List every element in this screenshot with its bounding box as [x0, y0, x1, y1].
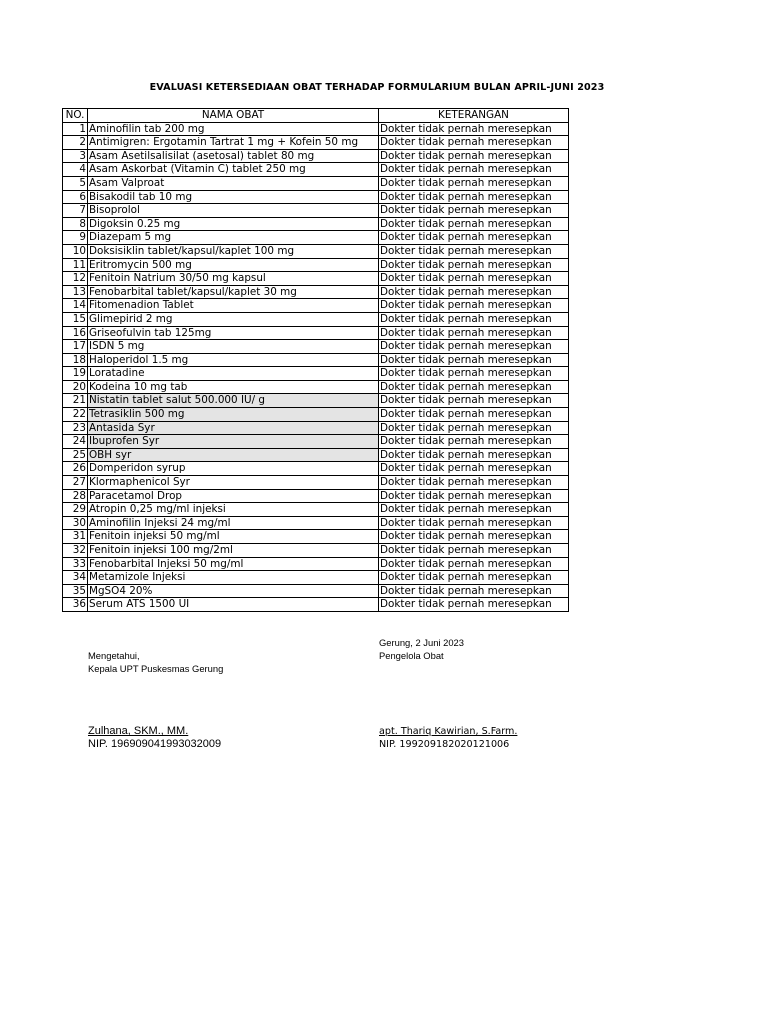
drug-name: Griseofulvin tab 125mg	[88, 326, 379, 340]
drug-name: ISDN 5 mg	[88, 340, 379, 354]
row-number: 34	[63, 571, 88, 585]
remark: Dokter tidak pernah meresepkan	[379, 503, 569, 517]
row-number: 4	[63, 163, 88, 177]
row-number: 18	[63, 353, 88, 367]
document-title	[0, 82, 768, 93]
table-row	[63, 448, 569, 462]
remark: Dokter tidak pernah meresepkan	[379, 435, 569, 449]
table-row	[63, 340, 569, 354]
row-number: 22	[63, 408, 88, 422]
remark: Dokter tidak pernah meresepkan	[379, 571, 569, 585]
header-no: NO.	[63, 109, 88, 123]
drug-name: Digoksin 0.25 mg	[88, 217, 379, 231]
row-number: 8	[63, 217, 88, 231]
table-row	[63, 584, 569, 598]
row-number: 13	[63, 285, 88, 299]
drug-name: Tetrasiklin 500 mg	[88, 408, 379, 422]
remark: Dokter tidak pernah meresepkan	[379, 163, 569, 177]
head-name: Zulhana, SKM., MM.	[88, 725, 189, 737]
row-number: 29	[63, 503, 88, 517]
table-row	[63, 272, 569, 286]
drug-name: Aminofilin tab 200 mg	[88, 122, 379, 136]
row-number: 26	[63, 462, 88, 476]
row-number: 36	[63, 598, 88, 612]
table-row	[63, 557, 569, 571]
drug-name: Eritromycin 500 mg	[88, 258, 379, 272]
table-row	[63, 258, 569, 272]
remark: Dokter tidak pernah meresepkan	[379, 204, 569, 218]
row-number: 25	[63, 448, 88, 462]
table-row	[63, 394, 569, 408]
remark: Dokter tidak pernah meresepkan	[379, 516, 569, 530]
drug-name: Aminofilin Injeksi 24 mg/ml	[88, 516, 379, 530]
remark: Dokter tidak pernah meresepkan	[379, 462, 569, 476]
drug-name: Fenobarbital Injeksi 50 mg/ml	[88, 557, 379, 571]
remark: Dokter tidak pernah meresepkan	[379, 448, 569, 462]
drug-table	[62, 108, 569, 612]
drug-name: OBH syr	[88, 448, 379, 462]
drug-name: Doksisiklin tablet/kapsul/kaplet 100 mg	[88, 244, 379, 258]
table-row	[63, 190, 569, 204]
row-number: 17	[63, 340, 88, 354]
table-row	[63, 598, 569, 612]
remark: Dokter tidak pernah meresepkan	[379, 326, 569, 340]
table-row	[63, 217, 569, 231]
row-number: 35	[63, 584, 88, 598]
table-row	[63, 367, 569, 381]
table-row	[63, 285, 569, 299]
table-row	[63, 544, 569, 558]
remark: Dokter tidak pernah meresepkan	[379, 394, 569, 408]
row-number: 5	[63, 176, 88, 190]
acknowledged-label: Mengetahui,	[88, 650, 140, 661]
remark: Dokter tidak pernah meresepkan	[379, 231, 569, 245]
remark: Dokter tidak pernah meresepkan	[379, 530, 569, 544]
row-number: 6	[63, 190, 88, 204]
pharmacist-name: apt. Thariq Kawirian, S.Farm.	[379, 726, 518, 737]
table-row	[63, 136, 569, 150]
remark: Dokter tidak pernah meresepkan	[379, 122, 569, 136]
signature-right	[379, 636, 517, 751]
table-row	[63, 231, 569, 245]
table-row	[63, 462, 569, 476]
table-row	[63, 380, 569, 394]
table-row	[63, 571, 569, 585]
drug-name: Haloperidol 1.5 mg	[88, 353, 379, 367]
row-number: 2	[63, 136, 88, 150]
drug-name: Klormaphenicol Syr	[88, 476, 379, 490]
row-number: 10	[63, 244, 88, 258]
remark: Dokter tidak pernah meresepkan	[379, 340, 569, 354]
drug-name: Diazepam 5 mg	[88, 231, 379, 245]
drug-name: Fitomenadion Tablet	[88, 299, 379, 313]
remark: Dokter tidak pernah meresepkan	[379, 476, 569, 490]
remark: Dokter tidak pernah meresepkan	[379, 312, 569, 326]
drug-name: Glimepirid 2 mg	[88, 312, 379, 326]
drug-name: Bisakodil tab 10 mg	[88, 190, 379, 204]
table-row	[63, 476, 569, 490]
table-row	[63, 353, 569, 367]
remark: Dokter tidak pernah meresepkan	[379, 421, 569, 435]
remark: Dokter tidak pernah meresepkan	[379, 190, 569, 204]
remark: Dokter tidak pernah meresepkan	[379, 176, 569, 190]
header-nama-obat: NAMA OBAT	[88, 109, 379, 123]
drug-name: Asam Asetilsalisilat (asetosal) tablet 80 mg	[88, 149, 379, 163]
drug-name: Serum ATS 1500 UI	[88, 598, 379, 612]
row-number: 27	[63, 476, 88, 490]
row-number: 32	[63, 544, 88, 558]
drug-name: Atropin 0,25 mg/ml injeksi	[88, 503, 379, 517]
table-row	[63, 408, 569, 422]
table-row	[63, 326, 569, 340]
table-row	[63, 312, 569, 326]
remark: Dokter tidak pernah meresepkan	[379, 299, 569, 313]
table-row	[63, 122, 569, 136]
row-number: 19	[63, 367, 88, 381]
drug-name: Fenitoin injeksi 100 mg/2ml	[88, 544, 379, 558]
row-number: 23	[63, 421, 88, 435]
drug-name: Kodeina 10 mg tab	[88, 380, 379, 394]
table-row	[63, 421, 569, 435]
remark: Dokter tidak pernah meresepkan	[379, 489, 569, 503]
remark: Dokter tidak pernah meresepkan	[379, 598, 569, 612]
document-title-text: EVALUASI KETERSEDIAAN OBAT TERHADAP FORMULARIUM BULAN APRIL-JUNI 2023	[149, 82, 605, 93]
row-number: 1	[63, 122, 88, 136]
drug-name: Asam Askorbat (Vitamin C) tablet 250 mg	[88, 163, 379, 177]
row-number: 9	[63, 231, 88, 245]
table-body	[63, 122, 569, 611]
table-row	[63, 503, 569, 517]
row-number: 15	[63, 312, 88, 326]
table-row	[63, 435, 569, 449]
row-number: 11	[63, 258, 88, 272]
table-row	[63, 299, 569, 313]
drug-name: Antimigren: Ergotamin Tartrat 1 mg + Kofein 50 mg	[88, 136, 379, 150]
head-title: Kepala UPT Puskesmas Gerung	[88, 663, 224, 674]
table-row	[63, 176, 569, 190]
row-number: 21	[63, 394, 88, 408]
row-number: 30	[63, 516, 88, 530]
remark: Dokter tidak pernah meresepkan	[379, 408, 569, 422]
remark: Dokter tidak pernah meresepkan	[379, 244, 569, 258]
table-header-row	[63, 109, 569, 123]
remark: Dokter tidak pernah meresepkan	[379, 544, 569, 558]
drug-name: Metamizole Injeksi	[88, 571, 379, 585]
table-row	[63, 516, 569, 530]
drug-name: Nistatin tablet salut 500.000 IU/ g	[88, 394, 379, 408]
row-number: 24	[63, 435, 88, 449]
pharmacist-role: Pengelola Obat	[379, 650, 444, 661]
row-number: 31	[63, 530, 88, 544]
header-keterangan: KETERANGAN	[379, 109, 569, 123]
remark: Dokter tidak pernah meresepkan	[379, 149, 569, 163]
drug-name: Ibuprofen Syr	[88, 435, 379, 449]
drug-name: Fenitoin injeksi 50 mg/ml	[88, 530, 379, 544]
drug-name: Fenitoin Natrium 30/50 mg kapsul	[88, 272, 379, 286]
row-number: 16	[63, 326, 88, 340]
row-number: 7	[63, 204, 88, 218]
drug-name: Loratadine	[88, 367, 379, 381]
remark: Dokter tidak pernah meresepkan	[379, 258, 569, 272]
signature-left	[88, 649, 223, 751]
remark: Dokter tidak pernah meresepkan	[379, 380, 569, 394]
row-number: 12	[63, 272, 88, 286]
drug-name: Bisoprolol	[88, 204, 379, 218]
table-row	[63, 149, 569, 163]
table-row	[63, 489, 569, 503]
table-row	[63, 244, 569, 258]
remark: Dokter tidak pernah meresepkan	[379, 367, 569, 381]
row-number: 33	[63, 557, 88, 571]
place-date: Gerung, 2 Juni 2023	[379, 637, 464, 648]
drug-name: MgSO4 20%	[88, 584, 379, 598]
table-row	[63, 204, 569, 218]
remark: Dokter tidak pernah meresepkan	[379, 584, 569, 598]
pharmacist-nip: NIP. 199209182020121006	[379, 739, 510, 750]
drug-name: Domperidon syrup	[88, 462, 379, 476]
drug-name: Asam Valproat	[88, 176, 379, 190]
row-number: 28	[63, 489, 88, 503]
drug-name: Fenobarbital tablet/kapsul/kaplet 30 mg	[88, 285, 379, 299]
row-number: 3	[63, 149, 88, 163]
remark: Dokter tidak pernah meresepkan	[379, 272, 569, 286]
remark: Dokter tidak pernah meresepkan	[379, 217, 569, 231]
drug-name: Antasida Syr	[88, 421, 379, 435]
row-number: 20	[63, 380, 88, 394]
table-row	[63, 530, 569, 544]
head-nip: NIP. 196909041993032009	[88, 738, 222, 750]
table-row	[63, 163, 569, 177]
remark: Dokter tidak pernah meresepkan	[379, 353, 569, 367]
remark: Dokter tidak pernah meresepkan	[379, 285, 569, 299]
row-number: 14	[63, 299, 88, 313]
drug-name: Paracetamol Drop	[88, 489, 379, 503]
remark: Dokter tidak pernah meresepkan	[379, 557, 569, 571]
remark: Dokter tidak pernah meresepkan	[379, 136, 569, 150]
